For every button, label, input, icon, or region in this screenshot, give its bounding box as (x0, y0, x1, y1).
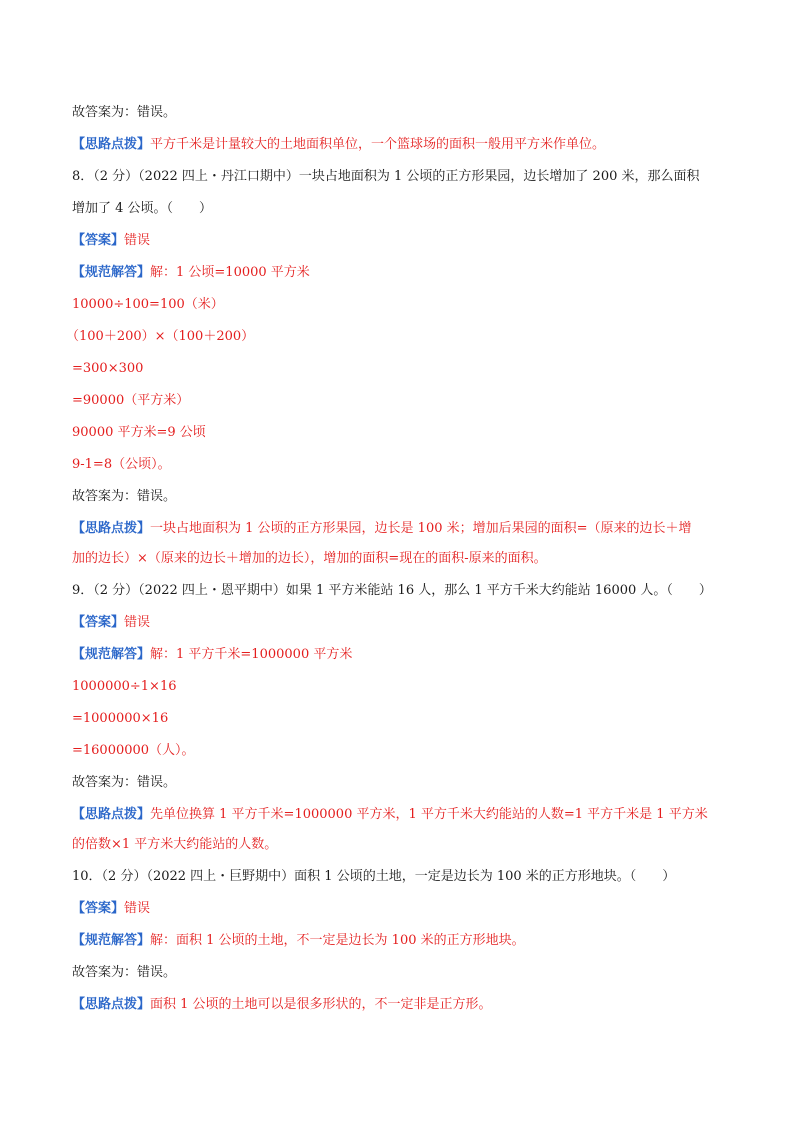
solution-tag: 【规范解答】 (72, 265, 151, 280)
q7-tip (72, 136, 605, 154)
q8-step: 10000÷100=100（米） (72, 297, 224, 312)
q9-answer (72, 614, 150, 632)
q10-solution-text: 解：面积 1 公顷的土地，不一定是边长为 100 米的正方形地块。 (150, 933, 525, 948)
q9-question: 9．（2 分）（2022 四上・恩平期中）如果 1 平方米能站 16 人，那么 1 平方千米大约能站 16000 人。（ ） (72, 583, 712, 598)
q9-step: =16000000（人）。 (72, 743, 195, 758)
q8-solution (72, 264, 310, 282)
q10-tip-text: 面积 1 公顷的土地可以是很多形状的，不一定非是正方形。 (150, 997, 492, 1012)
q9-tip-text-2: 的倍数×1 平方米大约能站的人数。 (72, 837, 278, 852)
q10-tip (72, 996, 492, 1014)
q8-answer (72, 232, 150, 250)
tip-tag: 【思路点拨】 (72, 997, 151, 1012)
q9-step: 1000000÷1×16 (72, 679, 177, 694)
solution-tag: 【规范解答】 (72, 933, 151, 948)
q9-conclusion: 故答案为：错误。 (72, 775, 177, 790)
q8-step: =90000（平方米） (72, 393, 190, 408)
q9-step: =1000000×16 (72, 711, 169, 726)
q9-solution-text: 解：1 平方千米=1000000 平方米 (150, 647, 353, 662)
q7-tip-text: 平方千米是计量较大的土地面积单位，一个篮球场的面积一般用平方米作单位。 (150, 137, 606, 152)
q9-solution (72, 646, 352, 664)
q8-step: 90000 平方米=9 公顷 (72, 425, 206, 440)
q10-answer-text: 错误 (124, 901, 151, 916)
answer-tag: 【答案】 (72, 901, 125, 916)
q8-answer-text: 错误 (124, 233, 151, 248)
q9-tip (72, 806, 708, 824)
q10-solution (72, 932, 525, 950)
q8-question-line2: 增加了 4 公顷。（ ） (72, 201, 213, 216)
q8-conclusion: 故答案为：错误。 (72, 489, 177, 504)
q8-step: =300×300 (72, 361, 144, 376)
q8-tip (72, 520, 692, 538)
q10-answer (72, 900, 150, 918)
tip-tag: 【思路点拨】 (72, 137, 151, 152)
q8-tip-text-1: 一块占地面积为 1 公顷的正方形果园，边长是 100 米；增加后果园的面积=（原来的边长＋增 (150, 521, 692, 536)
q9-tip-text-1: 先单位换算 1 平方千米=1000000 平方米，1 平方千米大约能站的人数=1 平方千米是 1 平方米 (150, 807, 708, 822)
q9-answer-text: 错误 (124, 615, 151, 630)
solution-tag: 【规范解答】 (72, 647, 151, 662)
q8-tip-text-2: 加的边长）×（原来的边长＋增加的边长），增加的面积=现在的面积-原来的面积。 (72, 551, 547, 566)
answer-tag: 【答案】 (72, 615, 125, 630)
q8-step: 9-1=8（公顷）。 (72, 457, 171, 472)
q7-conclusion: 故答案为：错误。 (72, 105, 177, 120)
q10-conclusion: 故答案为：错误。 (72, 965, 177, 980)
tip-tag: 【思路点拨】 (72, 521, 151, 536)
answer-tag: 【答案】 (72, 233, 125, 248)
q8-step: （100＋200）×（100＋200） (66, 329, 255, 344)
q8-question-line1: 8．（2 分）（2022 四上・丹江口期中）一块占地面积为 1 公顷的正方形果园，边长增加了 200 米，那么面积 (72, 169, 700, 184)
tip-tag: 【思路点拨】 (72, 807, 151, 822)
q10-question: 10．（2 分）（2022 四上・巨野期中）面积 1 公顷的土地，一定是边长为 100 米的正方形地块。（ ） (72, 869, 676, 884)
q8-solution-text: 解：1 公顷=10000 平方米 (150, 265, 310, 280)
